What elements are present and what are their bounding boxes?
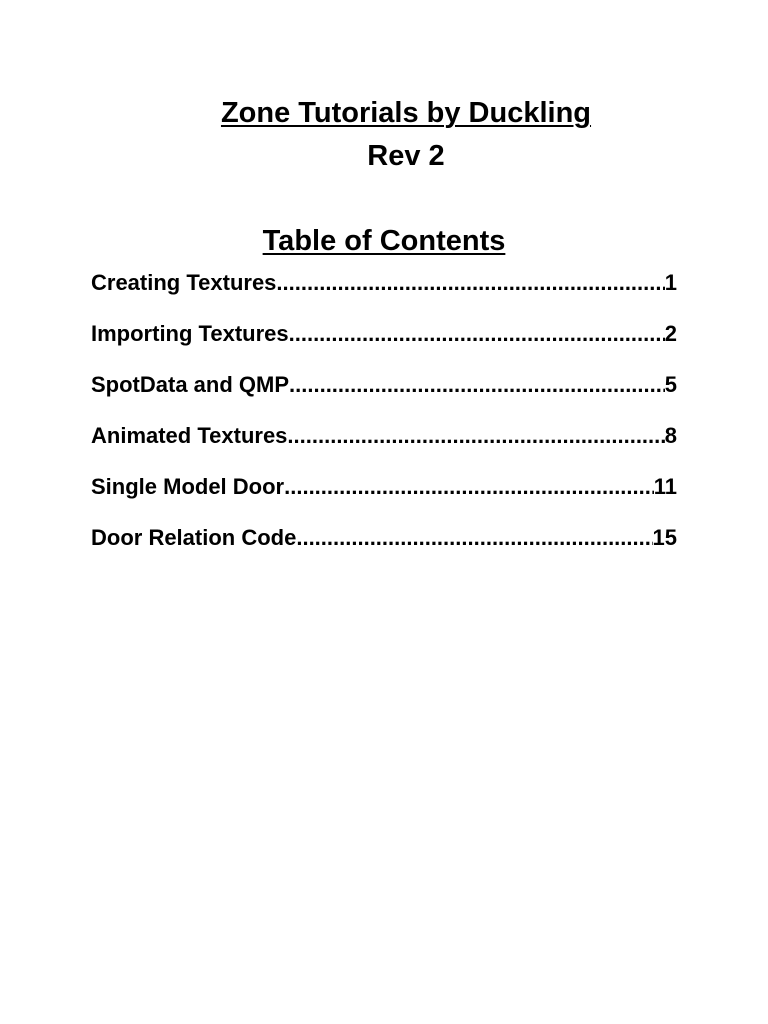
- toc-entry-page: 11: [653, 474, 677, 499]
- toc-dot-leader: [284, 472, 654, 502]
- revision-label: [0, 139, 768, 173]
- toc-entry-label: Single Model Door: [91, 474, 285, 499]
- revision-text: Rev 2: [367, 140, 445, 172]
- toc-entry: [91, 319, 677, 370]
- document-title: [0, 96, 768, 130]
- toc-dot-leader: [296, 523, 652, 553]
- toc-heading: [0, 224, 768, 258]
- toc-entry: [91, 370, 677, 421]
- toc-entry: [91, 523, 677, 574]
- toc-entry-label: Animated Textures: [91, 423, 288, 448]
- document-title-text: Zone Tutorials by Duckling: [220, 97, 592, 129]
- toc-heading-text: Table of Contents: [262, 225, 506, 257]
- toc-entry: [91, 268, 677, 319]
- toc-dot-leader: [276, 268, 664, 298]
- toc-dot-leader: [289, 319, 665, 349]
- toc-entry-label: SpotData and QMP: [91, 372, 290, 397]
- toc-entry-label: Door Relation Code: [91, 525, 297, 550]
- toc-entry: [91, 421, 677, 472]
- toc-dot-leader: [287, 421, 664, 451]
- toc-entry-page: 2: [664, 321, 677, 346]
- toc-entry-label: Creating Textures: [91, 270, 277, 295]
- toc-dot-leader: [289, 370, 665, 400]
- toc-entry-page: 15: [652, 525, 677, 550]
- toc-entry-page: 1: [664, 270, 677, 295]
- table-of-contents: [91, 268, 677, 574]
- toc-entry-label: Importing Textures: [91, 321, 289, 346]
- toc-entry: [91, 472, 677, 523]
- toc-entry-page: 8: [664, 423, 677, 448]
- toc-entry-page: 5: [664, 372, 677, 397]
